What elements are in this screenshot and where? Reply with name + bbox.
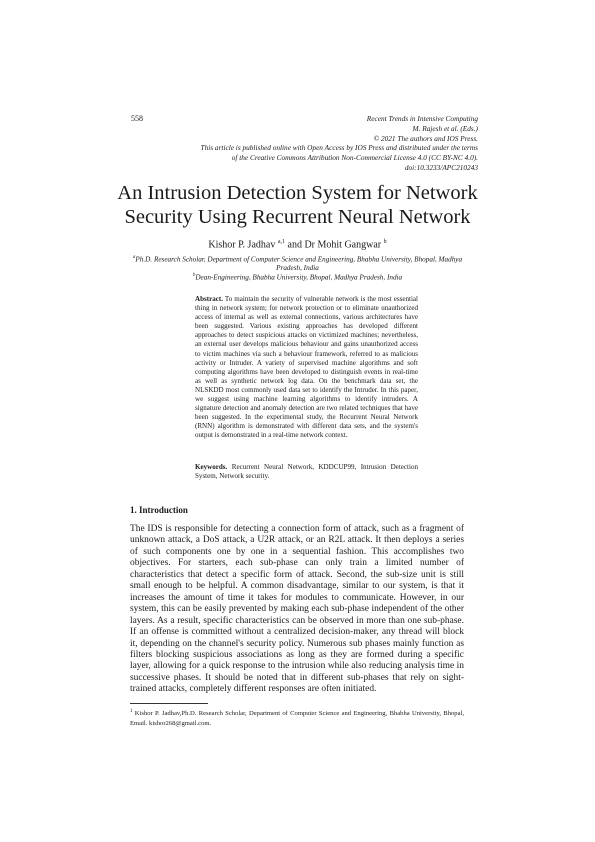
header-line-editors: M. Rajesh et al. (Eds.) bbox=[412, 123, 478, 133]
affiliation-a-mark: a bbox=[132, 255, 136, 260]
title-line-2: Security Using Recurrent Neural Network bbox=[124, 205, 471, 228]
section-heading-introduction: 1. Introduction bbox=[130, 505, 188, 515]
publication-header bbox=[118, 114, 478, 173]
author-list bbox=[100, 236, 495, 251]
footnote-divider bbox=[130, 703, 208, 704]
title-line-1: An Intrusion Detection System for Network bbox=[117, 182, 478, 204]
author-1-name: Kishor P. Jadhav bbox=[208, 239, 276, 251]
keywords-text: Recurrent Neural Network, KDDCUP99, Intrusion Detection System, Network security. bbox=[195, 463, 418, 481]
header-line-book-title: Recent Trends in Intensive Computing bbox=[366, 114, 478, 123]
paper-title bbox=[100, 182, 495, 229]
abstract bbox=[195, 295, 418, 441]
affiliation-a-text: Ph.D. Research Scholar, Department of Computer Science and Engineering, Bhabha University, Bhopal, Madhya Pradesh, India bbox=[135, 255, 463, 273]
header-line-license-2: of the Creative Commons Attribution Non-Commercial License 4.0 (CC BY-NC 4.0). bbox=[231, 153, 478, 163]
header-line-license-1: This article is published online with Open Access by IOS Press and distributed under the terms bbox=[200, 143, 478, 153]
author-2-name: Dr Mohit Gangwar bbox=[304, 239, 382, 251]
header-line-doi: doi:10.3233/APC210243 bbox=[404, 162, 478, 172]
abstract-text: To maintain the security of vulnerable network is the most essential thing in network system; for network protection or to eliminate unauthorized access of internal as well as external connections, various architectures have been suggested. Various existing approaches has developed different approaches to detect suspicious attacks on victimized machines; nevertheless, an external user develops malicious behaviour and gains unauthorized access to victim machines via such a behaviour framework, referred to as malicious activity or Intruder. A variety of supervised machine algorithms and soft computing algorithms have been developed to distinguish events in real-time as well as synthetic network log data. On the benchmark data set, the NLSKDD most commonly used data set to identify the Intruder. In this paper, we suggest using machine learning algorithms to identify intruders. A signature detection and anomaly detection are two related techniques that have been suggested. In the experimental study, the Recurrent Neural Network (RNN) algorithm is demonstrated with different data sets, and the system's output is demonstrated in a real-time network context. bbox=[195, 295, 418, 440]
keywords-label: Keywords. bbox=[195, 463, 228, 471]
footnote-text: Kishor P. Jadhav,Ph.D. Research Scholar, Department of Computer Science and Engineering, Bhabha University, Bhopal, Email. kishor268@gmail.com. bbox=[130, 710, 464, 728]
affiliation-b bbox=[130, 271, 465, 282]
page-number: 558 bbox=[131, 114, 143, 123]
author-1-mark: a,1 bbox=[277, 239, 285, 245]
affiliation-b-mark: b bbox=[192, 273, 196, 278]
author-connector: and bbox=[287, 239, 302, 251]
footnote-mark: 1 bbox=[130, 709, 133, 714]
footnote bbox=[130, 707, 464, 729]
author-2-mark: b bbox=[383, 239, 387, 245]
introduction-body: The IDS is responsible for detecting a connection form of attack, such as a fragment of unknown attack, a DoS attack, a U2R attack, or an R2L attack. It then deploys a series of such components one by one in a sequential fashion. This accomplishes two objectives. For starters, each sub-phase can only train a limited number of characteristics that detect a specific form of attack. Second, the sub-size unit is still small enough to be helpful. A common disadvantage, similar to our system, is that it increases the amount of time it takes for modules to communicate. However, in our system, this can be easily prevented by making each sub-phase independent of the other layers. As a result, specific characteristics can be observed in more than one sub-phase. If an offense is committed without a centralized decision-maker, any thread will block it, depending on the channel's security policy. Numerous sub phases mainly function as filters blocking suspicious associations as long as they are formed during a specific layer, allowing for a quick response to the intrusion while also reducing analysis time in successive phases. It should be noted that in different sub-phases that rely on sight-trained attacks, completely different responses are often initiated. bbox=[130, 524, 464, 695]
abstract-label: Abstract. bbox=[195, 295, 223, 303]
header-line-copyright: © 2021 The authors and IOS Press. bbox=[373, 133, 478, 143]
affiliation-b-text: Dean-Engineering, Bhabha University, Bhopal, Madhya Pradesh, India bbox=[195, 273, 403, 282]
keywords bbox=[195, 463, 418, 481]
